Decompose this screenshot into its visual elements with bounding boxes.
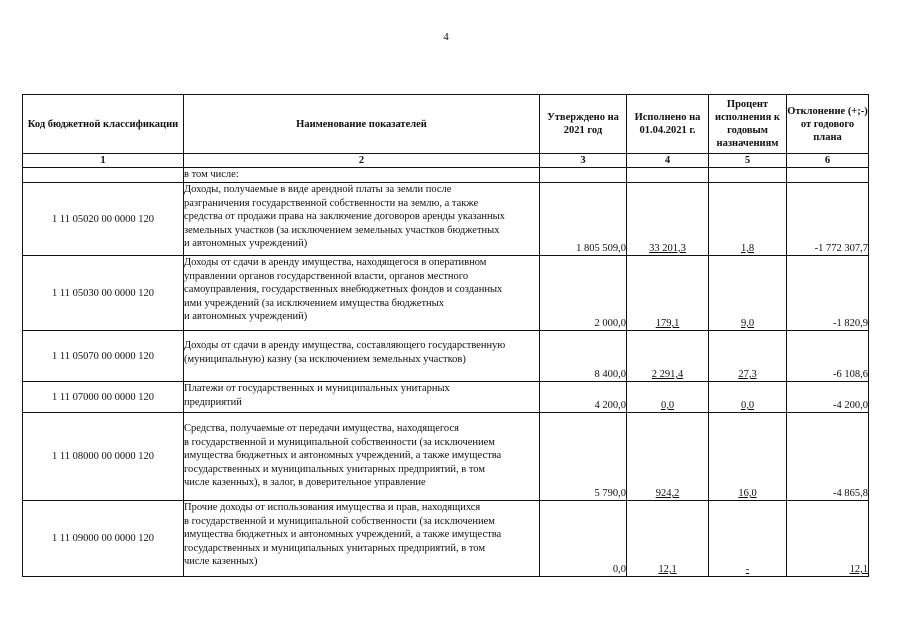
- header-executed: Исполнено на 01.04.2021 г.: [627, 95, 709, 154]
- deviation-value: -6 108,6: [787, 331, 869, 382]
- approved-value: 5 790,0: [540, 413, 627, 501]
- budget-code: 1 11 05020 00 0000 120: [23, 183, 184, 256]
- budget-code: 1 11 09000 00 0000 120: [23, 501, 184, 577]
- column-number: 5: [709, 154, 787, 168]
- column-number: 2: [184, 154, 540, 168]
- header-budget-code: Код бюджетной классификации: [23, 95, 184, 154]
- header-approved: Утверждено на 2021 год: [540, 95, 627, 154]
- budget-code: 1 11 07000 00 0000 120: [23, 382, 184, 413]
- indicator-name: Платежи от государственных и муниципальных унитарных предприятий: [184, 382, 540, 413]
- column-number: 1: [23, 154, 184, 168]
- table-row: [23, 183, 869, 256]
- deviation-value: -4 200,0: [787, 382, 869, 413]
- subheader-text: в том числе:: [184, 168, 540, 183]
- column-number: 4: [627, 154, 709, 168]
- executed-value: 12,1: [627, 501, 709, 577]
- header-deviation: Отклонение (+;-) от годового плана: [787, 95, 869, 154]
- table-row: [23, 256, 869, 331]
- percent-value: 0,0: [709, 382, 787, 413]
- executed-value: 924,2: [627, 413, 709, 501]
- table-header-row: [23, 95, 869, 154]
- executed-value: 33 201,3: [627, 183, 709, 256]
- column-number-row: [23, 154, 869, 168]
- page-number: 4: [443, 31, 449, 43]
- table-row: [23, 501, 869, 577]
- approved-value: 2 000,0: [540, 256, 627, 331]
- percent-value: 1,8: [709, 183, 787, 256]
- table-row: [23, 382, 869, 413]
- header-percent: Процент исполнения к годовым назначениям: [709, 95, 787, 154]
- indicator-name: Средства, получаемые от передачи имущества, находящегося в государственной и муниципальной собственности (за исключением имущества бюджетных и автономных учреждений, а также имущества государственных и муниципальных унитарных предприятий, в том числе казенных), в залог, в доверительное управление: [184, 413, 540, 501]
- percent-value: 9,0: [709, 256, 787, 331]
- approved-value: 0,0: [540, 501, 627, 577]
- budget-code: 1 11 05070 00 0000 120: [23, 331, 184, 382]
- percent-value: 16,0: [709, 413, 787, 501]
- budget-code: 1 11 05030 00 0000 120: [23, 256, 184, 331]
- approved-value: 1 805 509,0: [540, 183, 627, 256]
- table-row: [23, 331, 869, 382]
- executed-value: 0,0: [627, 382, 709, 413]
- budget-code: 1 11 08000 00 0000 120: [23, 413, 184, 501]
- indicator-name: Доходы от сдачи в аренду имущества, находящегося в оперативном управлении органов государственной власти, органов местного самоуправления, государственных внебюджетных фондов и созданных ими учреждений (за исключением имущества бюджетных и автономных учреждений): [184, 256, 540, 331]
- indicator-name: Доходы от сдачи в аренду имущества, составляющего государственную (муниципальную) казну (за исключением земельных участков): [184, 331, 540, 382]
- indicator-name: Доходы, получаемые в виде арендной платы за земли после разграничения государственной собственности на землю, а также средства от продажи права на заключение договоров аренды указанных земельных участков (за исключением земельных участков бюджетных и автономных учреждений): [184, 183, 540, 256]
- deviation-value: -4 865,8: [787, 413, 869, 501]
- approved-value: 4 200,0: [540, 382, 627, 413]
- percent-value: 27,3: [709, 331, 787, 382]
- approved-value: 8 400,0: [540, 331, 627, 382]
- indicator-name: Прочие доходы от использования имущества и прав, находящихся в государственной и муниципальной собственности (за исключением имущества бюджетных и автономных учреждений, а также имущества государственных и муниципальных унитарных предприятий, в том числе казенных): [184, 501, 540, 577]
- executed-value: 179,1: [627, 256, 709, 331]
- subheader-row: [23, 168, 869, 183]
- executed-value: 2 291,4: [627, 331, 709, 382]
- column-number: 6: [787, 154, 869, 168]
- deviation-value: -1 772 307,7: [787, 183, 869, 256]
- deviation-value: 12,1: [787, 501, 869, 577]
- budget-table: [22, 94, 869, 577]
- table-row: [23, 413, 869, 501]
- deviation-value: -1 820,9: [787, 256, 869, 331]
- header-indicator-name: Наименование показателей: [184, 95, 540, 154]
- percent-value: -: [709, 501, 787, 577]
- column-number: 3: [540, 154, 627, 168]
